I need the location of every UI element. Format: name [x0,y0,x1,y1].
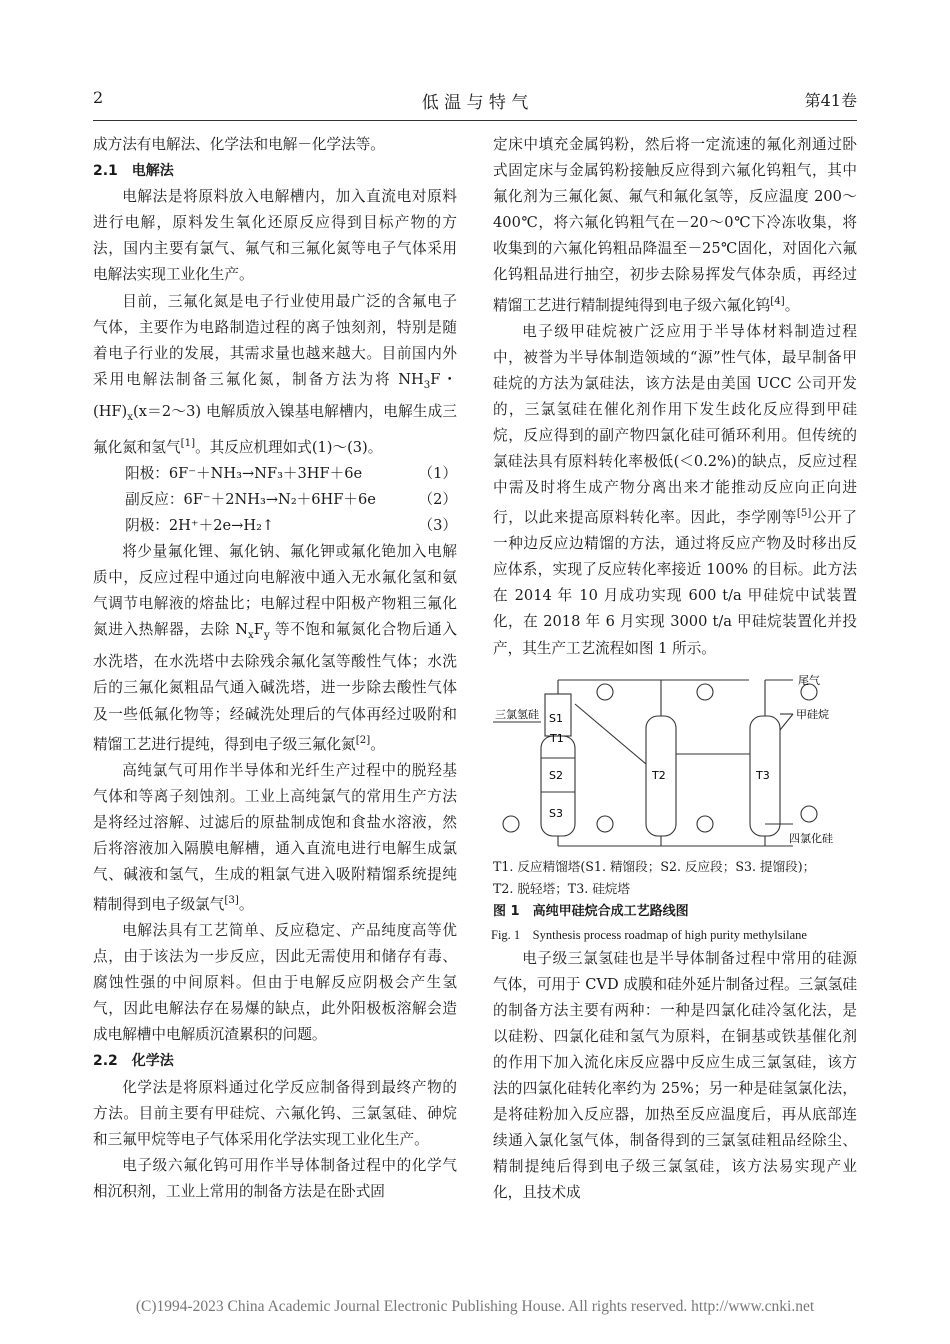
citation: [2] [355,734,371,746]
figure-caption-note: T2. 脱轻塔；T3. 硅烷塔 [493,880,630,896]
paragraph: 成方法有电解法、化学法和电解－化学法等。 [93,136,385,153]
label-s1: S1 [549,711,563,725]
heat-exchanger [697,816,713,832]
process-flow-diagram [493,674,857,856]
label-sicl4: 四氯化硅 [789,831,833,845]
paragraph: 目前，三氟化氮是电子行业使用最广泛的含氟电子气体，主要作为电路制造过程的离子蚀刻剂，特别是随着电子行业的发展，其需求量也越来越大。目前国内外采用电解法制备三氟化氮，制备方法为将 $NH_3F$・$(HF)_x(x=2\sim 3)$ 电解质放入镍基电解槽内，电解生成三氟化氮和氢气[1]。其反应机理如式(1)～(3)。 [93,292,457,456]
heat-exchanger [801,806,817,822]
paragraph: 电子级甲硅烷被广泛应用于半导体材料制造过程中，被誉为半导体制造领域的“源”性气体，最早制备甲硅烷的方法为氯硅法，该方法是由美国 UCC 公司开发的，三氯氢硅在催化剂作用下发生歧化反应得到甲硅烷，反应得到的副产物四氯化硅可循环利用。但传统的氯硅法具有原料转化率极低(＜0.2%)的缺点，反应过程中需及时将生成产物分离出来才能推动反应向正向进行，以此来提高原料转化率。因此，李学刚等[5]公开了一种边反应边精馏的方法，通过将反应产物及时移出反应体系，实现了反应转化率接近 100% 的目标。此方法在 2014 年 10 月成功实现 600 t/a 甲硅烷中试装置化，在 2018 年 6 月实现 3000 t/a 甲硅烷装置化并投产，其生产工艺流程如图 1 所示。 [493,322,857,657]
heat-exchanger [697,684,713,700]
heat-exchanger [597,684,613,700]
equation-3: 阴极：2H⁺＋2e→H₂↑ （3） [125,516,457,534]
citation: [4] [770,295,785,307]
citation: [1] [180,437,196,449]
figure-1 [493,674,857,856]
figure-caption-title: 图 1 高纯甲硅烷合成工艺路线图 [493,903,689,919]
paragraph: 电解法具有工艺简单、反应稳定、产品纯度高等优点，由于该法为一步反应，因此无需使用和储存有毒、腐蚀性强的中间原料。但由于电解反应阴极会产生氢气，因此电解法存在易爆的缺点，此外阳极板溶解会造成电解槽中电解质沉渣累积的问题。 [93,922,457,1044]
section-heading: 2.1 电解法 [93,163,174,180]
label-t1: T1 [550,731,564,745]
paragraph: 定床中填充金属钨粉，然后将一定流速的氟化剂通过卧式固定床与金属钨粉接触反应得到六氟化钨粗气，其中氟化剂为三氟化氮、氟气和氟化氢等，反应温度 200～400℃，将六氟化钨粗气在－20～0℃下冷冻收集，将收集到的六氟化钨粗品降温至－25℃固化，对固化六氟化钨粗品进行抽空，初步去除易挥发气体杂质，再经过精馏工艺进行精制提纯得到电子级六氟化钨[4]。 [493,136,857,314]
column-t1 [541,736,575,836]
paragraph: 将少量氟化锂、氟化钠、氟化钾或氟化铯加入电解质中，反应过程中通过向电解液中通入无水氟化氢和氨气调节电解液的熔盐比；电解过程中阳极产物粗三氟化氮进入热解器，去除 $N_xF_y$ 等不饱和氟氮化合物后通入水洗塔，在水洗塔中去除残余氟化氢等酸性气体；水洗后的三氟化氮粗品气通入碱洗塔，进一步除去酸性气体及一些低氟化物等；经碱洗处理后的气体再经过吸附和精馏工艺进行提纯，得到电子级三氟化氮[2]。 [93,543,458,753]
label-silane: 甲硅烷 [796,707,829,721]
label-s2: S2 [549,768,563,782]
label-s3: S3 [549,806,563,820]
volume-label: 第41卷 [804,91,857,110]
left-column [93,132,457,1205]
heat-exchanger [503,816,519,832]
label-tail-gas: 尾气 [798,673,820,687]
paragraph: 电子级三氯氢硅也是半导体制备过程中常用的硅源气体，可用于 CVD 成膜和硅外延片制备过程。三氯氢硅的制备方法主要有两种：一种是四氯化硅冷氢化法，是以硅粉、四氯化硅和氢气为原料，在铜基或铁基催化剂的作用下加入流化床反应器中反应生成三氯氢硅，该方法的四氯化硅转化率约为 25%；另一种是硅氢氯化法，是将硅粉加入反应器，加热至反应温度后，再从底部连续通入氯化氢气体，制备得到的三氯氢硅粗品经除尘、精制提纯后得到电子级三氯氢硅，该方法易实现产业化，且技术成 [493,949,857,1202]
right-column [493,132,857,1207]
label-trichlorosilane-in: 三氯氢硅 [495,707,539,721]
page-number: 2 [93,88,104,107]
paragraph: 化学法是将原料通过化学反应制备得到最终产物的方法。目前主要有甲硅烷、六氟化钨、三氯氢硅、砷烷和三氟甲烷等电子气体采用化学法实现工业化生产。 [93,1078,457,1148]
section-heading: 2.2 化学法 [93,1053,174,1070]
heat-exchanger [597,816,613,832]
paragraph: 电解法是将原料放入电解槽内，加入直流电对原料进行电解，原料发生氧化还原反应得到目标产物的方法，国内主要有氯气、氟气和三氟化氮等电子气体采用电解法实现工业化生产。 [93,188,457,284]
label-t2: T2 [652,768,666,782]
paragraph: 高纯氯气可用作半导体和光纤生产过程中的脱羟基气体和等离子刻蚀剂。工业上高纯氯气的常用生产方法是将经过溶解、过滤后的原盐制成饱和食盐水溶液，然后将溶液加入隔膜电解槽，通入直流电进行电解生成氯气、碱液和氢气，生成的粗氯气进入吸附精馏系统提纯精制得到电子级氯气[3]。 [93,761,457,913]
label-t3: T3 [756,768,770,782]
citation: [3] [224,895,239,907]
citation: [5] [796,508,812,520]
figure-caption-english: Fig. 1 Synthesis process roadmap of high purity methylsilane [491,927,807,942]
paragraph: 电子级六氟化钨可用作半导体制备过程中的化学气相沉积剂，工业上常用的制备方法是在卧式固 [93,1156,457,1200]
journal-title: 低 温 与 特 气 [421,93,529,113]
equation-1: 阳极：6F⁻＋NH₃→NF₃＋3HF＋6e （1） [125,464,457,482]
equation-2: 副反应：6F⁻＋2NH₃→N₂＋6HF＋6e （2） [125,490,457,508]
header-rule [93,120,857,121]
copyright-footer: (C)1994-2023 China Academic Journal Electronic Publishing House. All rights reserved. http://www.cnki.net [135,1298,815,1315]
figure-caption-note: T1. 反应精馏塔(S1. 精馏段；S2. 反应段；S3. 提馏段)； [493,858,816,874]
